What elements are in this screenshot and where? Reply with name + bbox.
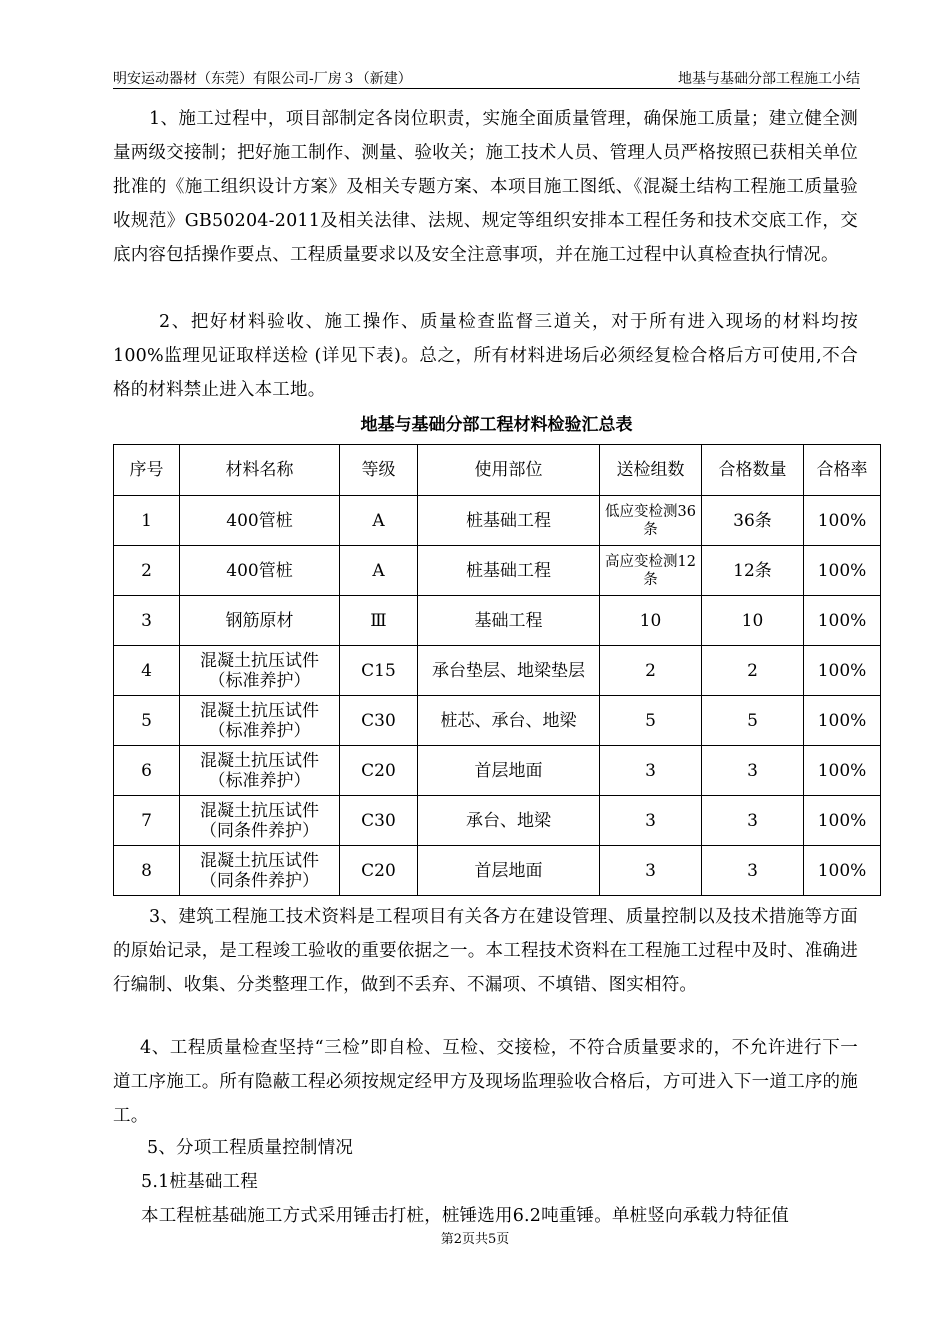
- table-cell: 100%: [804, 496, 881, 546]
- table-row: [114, 746, 881, 796]
- header-cell: 等级: [340, 445, 418, 496]
- table-cell: C30: [340, 796, 418, 846]
- table-cell: 混凝土抗压试件（标准养护）: [180, 746, 340, 796]
- header-doc-title: 地基与基础分部工程施工小结: [678, 71, 860, 87]
- table-cell: 36条: [702, 496, 804, 546]
- paragraph-4: 4、工程质量检查坚持“三检”即自检、互检、交接检，不符合质量要求的，不允许进行下一道工序施工。所有隐蔽工程必须按规定经甲方及现场监理验收合格后，方可进入下一道工序的施工。: [113, 1038, 858, 1126]
- table-cell: 低应变检测36条: [600, 496, 702, 546]
- table-cell: 3: [702, 746, 804, 796]
- table-cell: 3: [702, 846, 804, 896]
- table-cell: 5: [702, 696, 804, 746]
- paragraph-6: 5.1桩基础工程: [141, 1172, 258, 1192]
- table-cell: 3: [600, 846, 702, 896]
- table-cell: 混凝土抗压试件（标准养护）: [180, 646, 340, 696]
- table-cell: 100%: [804, 546, 881, 596]
- table-cell: 混凝土抗压试件（同条件养护）: [180, 796, 340, 846]
- table-cell: 首层地面: [418, 846, 600, 896]
- header-cell: 合格数量: [702, 445, 804, 496]
- table-cell: 3: [600, 796, 702, 846]
- table-cell: A: [340, 546, 418, 596]
- table-cell: 混凝土抗压试件（标准养护）: [180, 696, 340, 746]
- paragraph-5: 5、分项工程质量控制情况: [147, 1138, 354, 1158]
- table-cell: 钢筋原材: [180, 596, 340, 646]
- table-cell: 2: [114, 546, 180, 596]
- table-row: [114, 546, 881, 596]
- table-cell: 高应变检测12条: [600, 546, 702, 596]
- table-cell: C15: [340, 646, 418, 696]
- header-cell: 使用部位: [418, 445, 600, 496]
- table-cell: 400管桩: [180, 496, 340, 546]
- table-cell: 10: [600, 596, 702, 646]
- header-cell: 送检组数: [600, 445, 702, 496]
- table-cell: 8: [114, 846, 180, 896]
- table-cell: 3: [702, 796, 804, 846]
- table-cell: 100%: [804, 646, 881, 696]
- table-cell: Ⅲ: [340, 596, 418, 646]
- header-company: 明安运动器材（东莞）有限公司-厂房３（新建）: [113, 71, 412, 87]
- table-cell: 100%: [804, 746, 881, 796]
- table-row: [114, 696, 881, 746]
- table-cell: 12条: [702, 546, 804, 596]
- page-footer: 第2页共5页: [440, 1232, 510, 1247]
- table-cell: 100%: [804, 596, 881, 646]
- table-cell: 桩基础工程: [418, 546, 600, 596]
- page-header: [113, 64, 860, 89]
- table-cell: 承台、地梁: [418, 796, 600, 846]
- paragraph-1: 1、施工过程中，项目部制定各岗位职责，实施全面质量管理，确保施工质量；建立健全测量两级交接制；把好施工制作、测量、验收关；施工技术人员、管理人员严格按照已获相关单位批准的《施工组织设计方案》及相关专题方案、本项目施工图纸、《混凝土结构工程施工质量验收规范》GB50204-2011及相关法律、法规、规定等组织安排本工程任务和技术交底工作，交底内容包括操作要点、工程质量要求以及安全注意事项，并在施工过程中认真检查执行情况。: [113, 109, 858, 265]
- table-cell: 100%: [804, 846, 881, 896]
- header-cell: 序号: [114, 445, 180, 496]
- table-cell: 100%: [804, 696, 881, 746]
- paragraph-3: 3、建筑工程施工技术资料是工程项目有关各方在建设管理、质量控制以及技术措施等方面的原始记录，是工程竣工验收的重要依据之一。本工程技术资料在工程施工过程中及时、准确进行编制、收集、分类整理工作，做到不丢弃、不漏项、不填错、图实相符。: [113, 907, 858, 995]
- table-row: [114, 796, 881, 846]
- header-cell: 材料名称: [180, 445, 340, 496]
- table-cell: 1: [114, 496, 180, 546]
- table-cell: 基础工程: [418, 596, 600, 646]
- table-row: [114, 846, 881, 896]
- materials-table: [113, 444, 881, 896]
- table-cell: 400管桩: [180, 546, 340, 596]
- table-cell: 10: [702, 596, 804, 646]
- table-cell: 100%: [804, 796, 881, 846]
- table-title: 地基与基础分部工程材料检验汇总表: [360, 415, 633, 435]
- table-cell: 5: [600, 696, 702, 746]
- table-cell: 4: [114, 646, 180, 696]
- table-row: [114, 646, 881, 696]
- header-cell: 合格率: [804, 445, 881, 496]
- table-cell: 首层地面: [418, 746, 600, 796]
- table-cell: 承台垫层、地梁垫层: [418, 646, 600, 696]
- table-cell: A: [340, 496, 418, 546]
- paragraph-2: 2、把好材料验收、施工操作、质量检查监督三道关，对于所有进入现场的材料均按100%监理见证取样送检 (详见下表)。总之，所有材料进场后必须经复检合格后方可使用,不合格的材料禁止进入本工地。: [113, 312, 858, 400]
- table-cell: 混凝土抗压试件（同条件养护）: [180, 846, 340, 896]
- table-cell: 5: [114, 696, 180, 746]
- table-cell: 2: [702, 646, 804, 696]
- table-cell: C30: [340, 696, 418, 746]
- table-cell: 2: [600, 646, 702, 696]
- table-cell: 桩芯、承台、地梁: [418, 696, 600, 746]
- table-row: [114, 596, 881, 646]
- table-header-row: [114, 445, 881, 496]
- table-cell: C20: [340, 846, 418, 896]
- table-row: [114, 496, 881, 546]
- table-cell: 3: [114, 596, 180, 646]
- table-cell: 桩基础工程: [418, 496, 600, 546]
- table-cell: 6: [114, 746, 180, 796]
- paragraph-7: 本工程桩基础施工方式采用锤击打桩，桩锤选用6.2吨重锤。单桩竖向承载力特征值: [141, 1206, 789, 1226]
- table-cell: 7: [114, 796, 180, 846]
- table-cell: 3: [600, 746, 702, 796]
- table-cell: C20: [340, 746, 418, 796]
